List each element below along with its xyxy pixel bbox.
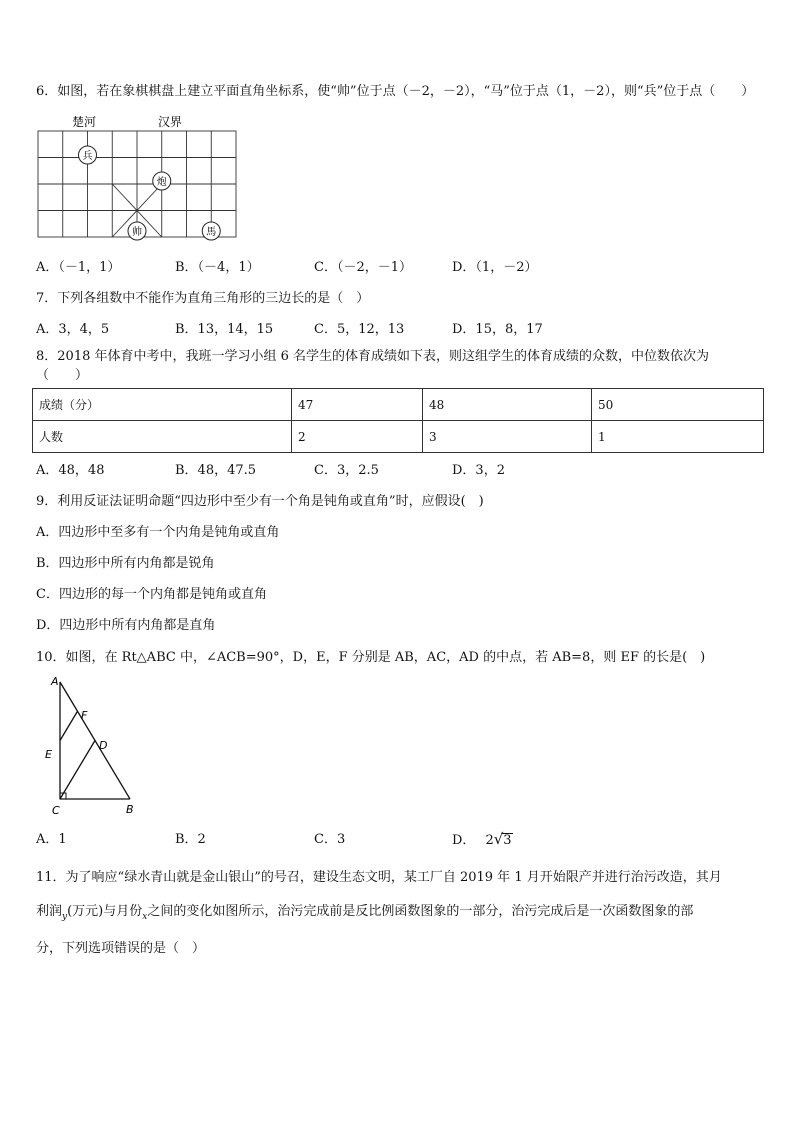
label-a: A xyxy=(51,675,59,688)
q8-stem-line1: 8．2018 年体育中考中，我班一学习小组 6 名学生的体育成绩如下表，则这组学生的体育成绩的众数，中位数依次为 xyxy=(36,349,710,364)
q9-option-d[interactable]: D．四边形中所有内角都是直角 xyxy=(36,618,216,633)
table-cell: 2 xyxy=(292,421,423,453)
q8-option-a[interactable]: A．48，48 xyxy=(36,463,105,478)
piece-ma xyxy=(202,222,220,240)
q8-option-d[interactable]: D．3，2 xyxy=(452,463,505,478)
q7-option-c[interactable]: C．5，12，13 xyxy=(314,322,405,337)
svg-text:兵: 兵 xyxy=(82,151,93,162)
piece-pao xyxy=(153,172,171,190)
table-row xyxy=(33,421,764,453)
q9-option-c[interactable]: C．四边形的每一个内角都是钝角或直角 xyxy=(36,587,267,602)
q6-option-b[interactable]: B．（－4，1） xyxy=(175,260,260,275)
q6-stem: 6．如图，若在象棋棋盘上建立平面直角坐标系，使“帅”位于点（－2，－2），“马”位于点（1，－2），则“兵”位于点（ ） xyxy=(36,84,755,99)
q9-stem: 9．利用反证法证明命题“四边形中至少有一个角是钝角或直角”时，应假设( ) xyxy=(36,494,484,509)
label-c: C xyxy=(52,804,60,817)
q7-option-d[interactable]: D．15，8，17 xyxy=(452,322,543,337)
svg-text:帅: 帅 xyxy=(132,227,142,238)
table-cell: 人数 xyxy=(33,421,292,453)
table-cell: 48 xyxy=(423,389,592,421)
piece-bing xyxy=(79,146,97,164)
q11-line2 xyxy=(36,904,693,925)
q8-option-b[interactable]: B．48，47.5 xyxy=(175,463,257,478)
scores-table xyxy=(32,388,764,453)
q11-line1: 11．为了响应“绿水青山就是金山银山”的号召，建设生态文明，某工厂自 2019 年 1 月开始限产并进行治污改造，其月 xyxy=(36,870,722,885)
q10-option-b[interactable]: B．2 xyxy=(175,832,206,847)
table-cell: 50 xyxy=(592,389,764,421)
option-d-coef: 2 xyxy=(485,833,494,848)
label-d: D xyxy=(99,739,108,752)
q7-option-b[interactable]: B．13，14，15 xyxy=(175,322,274,337)
svg-text:炮: 炮 xyxy=(156,177,167,188)
q6-option-a[interactable]: A．（－1，1） xyxy=(36,260,121,275)
q7-option-a[interactable]: A．3，4，5 xyxy=(36,322,110,337)
q10-option-c[interactable]: C．3 xyxy=(314,832,346,847)
q6-option-d[interactable]: D．（1，－2） xyxy=(452,260,538,275)
table-cell: 47 xyxy=(292,389,423,421)
q11-var-x: x xyxy=(142,912,148,922)
table-cell: 1 xyxy=(592,421,764,453)
q11-line2-a: 利润 xyxy=(36,904,63,919)
q10-option-d[interactable] xyxy=(452,831,513,849)
q8-option-c[interactable]: C．3，2.5 xyxy=(314,463,379,478)
table-cell: 成绩（分） xyxy=(33,389,292,421)
label-e: E xyxy=(45,748,52,761)
radical-sign-icon: √ xyxy=(493,830,504,848)
chess-board-figure xyxy=(30,110,245,245)
board-label-right: 汉界 xyxy=(158,115,183,129)
triangle-figure xyxy=(40,672,150,818)
board-grid xyxy=(38,131,236,237)
q6-option-c[interactable]: C．（－2，－1） xyxy=(314,260,412,275)
q10-stem: 10．如图，在 Rt△ABC 中，∠ACB=90°，D，E，F 分别是 AB，AC，AD 的中点，若 AB=8，则 EF 的长是( ) xyxy=(36,650,706,665)
label-b: B xyxy=(126,803,134,816)
triangle-lines xyxy=(60,682,130,799)
svg-text:馬: 馬 xyxy=(206,227,217,238)
q11-var-y: y xyxy=(62,912,68,922)
piece-shuai xyxy=(128,222,146,240)
option-d-radicand: 3 xyxy=(503,833,512,848)
q7-stem: 7．下列各组数中不能作为直角三角形的三边长的是（ ） xyxy=(36,291,370,306)
board-label-left: 楚河 xyxy=(72,115,97,129)
q11-line3: 分，下列选项错误的是（ ） xyxy=(36,941,206,956)
q11-line2-b: (万元)与月份 xyxy=(67,904,143,919)
option-d-prefix: D． xyxy=(452,833,476,848)
label-f: F xyxy=(81,709,88,722)
table-row xyxy=(33,389,764,421)
q8-stem-line2: （ ） xyxy=(36,368,89,383)
table-cell: 3 xyxy=(423,421,592,453)
q11-line2-c: 之间的变化如图所示，治污完成前是反比例函数图象的一部分，治污完成后是一次函数图象的部 xyxy=(147,904,694,919)
q10-option-a[interactable]: A．1 xyxy=(36,832,67,847)
q9-option-a[interactable]: A．四边形中至多有一个内角是钝角或直角 xyxy=(36,525,280,540)
q9-option-b[interactable]: B．四边形中所有内角都是锐角 xyxy=(36,556,215,571)
